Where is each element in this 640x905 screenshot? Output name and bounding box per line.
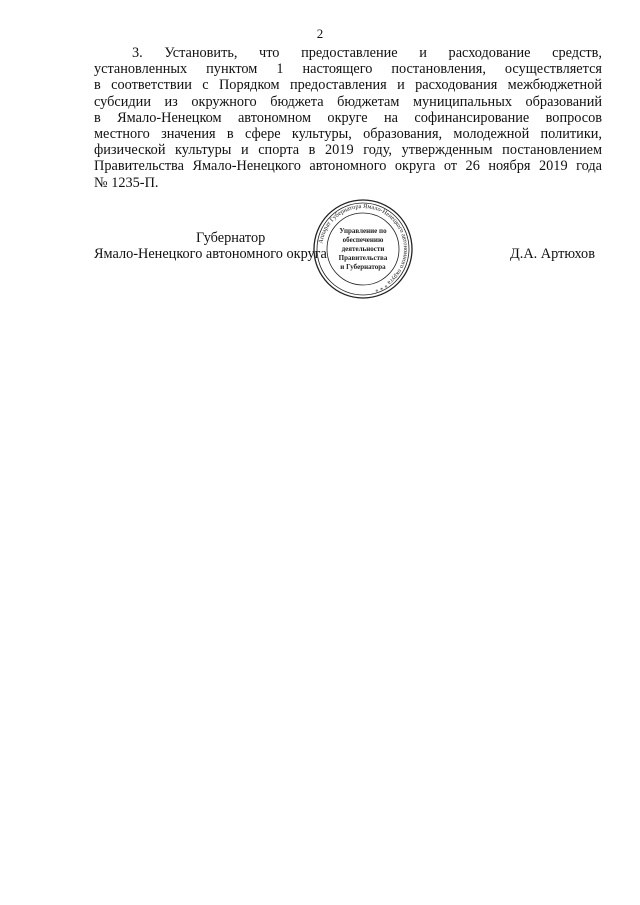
paragraph-line: 3. Установить, что предоставление и расходование средств,	[132, 45, 602, 61]
paragraph-line: физической культуры и спорта в 2019 году, утвержденным постановлением	[94, 142, 602, 159]
paragraph-line: в Ямало-Ненецком автономном округе на софинансирование вопросов	[94, 109, 602, 126]
svg-text:Правительства: Правительства	[338, 254, 388, 262]
svg-text:Аппарат Губернатора Ямало-Нене: Аппарат Губернатора Ямало-Ненецкого автономного округа * * *	[317, 202, 410, 294]
svg-text:Управление по: Управление по	[339, 227, 387, 235]
paragraph-line: местного значения в сфере культуры, образования, молодежной политики,	[94, 125, 602, 142]
paragraph-line: № 1235-П.	[94, 174, 159, 191]
svg-text:обеспечению: обеспечению	[342, 236, 384, 244]
signatory-title-line2: Ямало-Ненецкого автономного округа	[94, 246, 327, 262]
paragraph-line: субсидии из окружного бюджета бюджетам муниципальных образований	[94, 93, 602, 110]
paragraph-line: в соответствии с Порядком предоставления и расходования межбюджетной	[94, 77, 602, 94]
paragraph-3	[94, 45, 602, 191]
paragraph-line: Правительства Ямало-Ненецкого автономного округа от 26 ноября 2019 года	[94, 158, 602, 175]
official-stamp	[312, 198, 414, 300]
paragraph-line: установленных пунктом 1 настоящего постановления, осуществляется	[94, 61, 602, 78]
svg-text:и Губернатора: и Губернатора	[340, 263, 386, 271]
signatory-title-line1: Губернатор	[196, 230, 266, 246]
signatory-name: Д.А. Артюхов	[510, 246, 595, 262]
svg-text:деятельности: деятельности	[341, 245, 385, 253]
page-number: 2	[316, 26, 324, 41]
